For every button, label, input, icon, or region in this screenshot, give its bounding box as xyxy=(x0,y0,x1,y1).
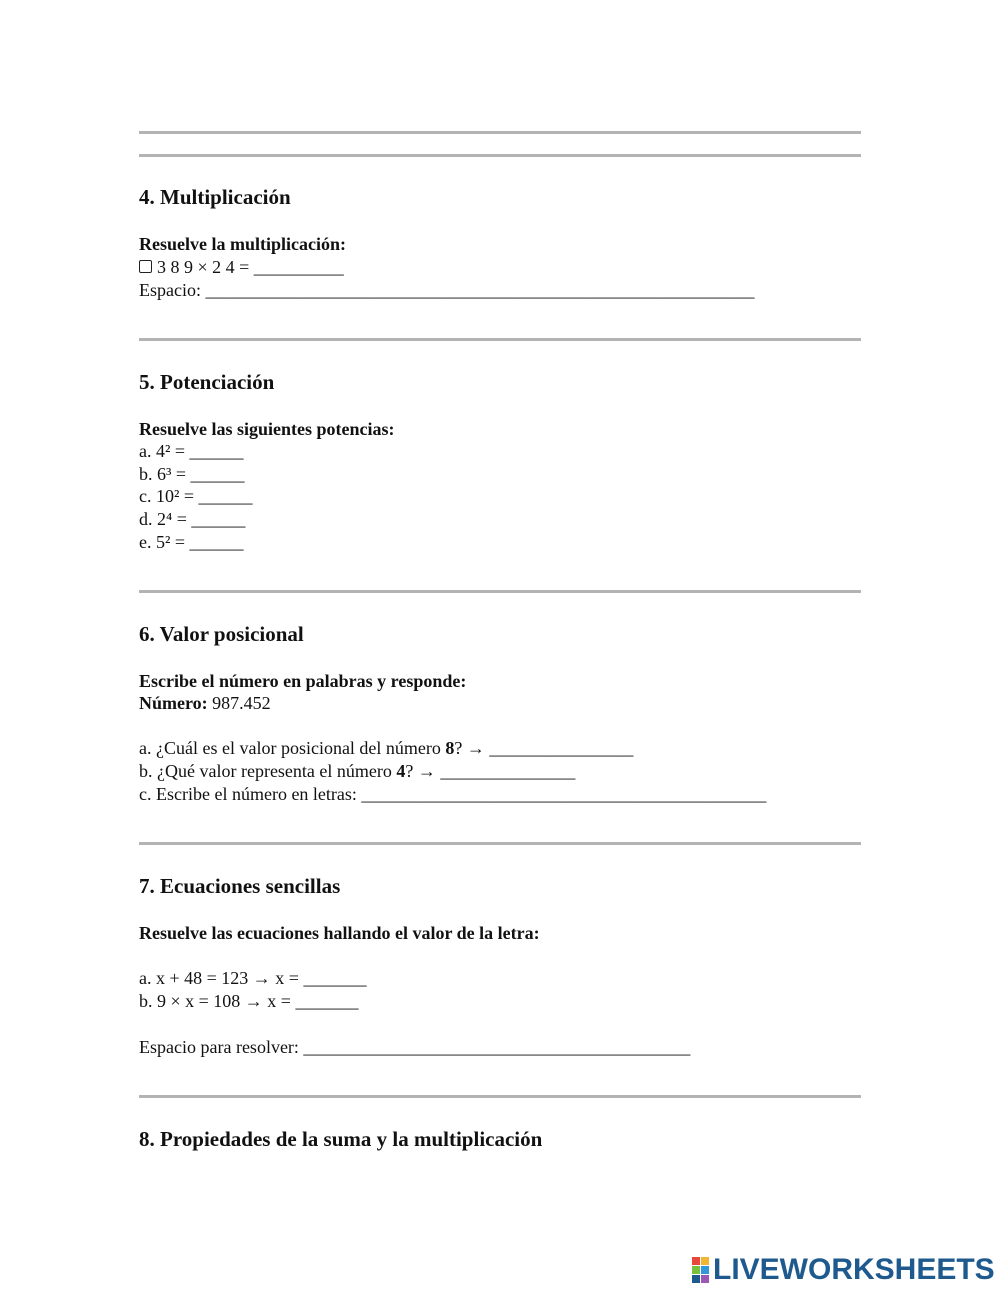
question-a-text: a. ¿Cuál es el valor posicional del número xyxy=(139,738,446,758)
section-7-title: 7. Ecuaciones sencillas xyxy=(139,874,341,898)
section-8-title: 8. Propiedades de la suma y la multiplicación xyxy=(139,1127,543,1151)
question-c[interactable]: c. Escribe el número en letras: _____________________________________________ xyxy=(139,784,767,804)
section-5-title: 5. Potenciación xyxy=(139,370,275,394)
section-6-instruction: Escribe el número en palabras y responde: xyxy=(139,671,467,691)
section-4-problem xyxy=(139,258,344,276)
divider xyxy=(139,154,861,157)
liveworksheets-logo[interactable] xyxy=(692,1253,995,1286)
logo-tile xyxy=(701,1275,709,1283)
section-4-title: 4. Multiplicación xyxy=(139,185,291,209)
logo-mark-icon xyxy=(692,1257,709,1283)
question-b-blank[interactable]: ? → _______________ xyxy=(405,761,576,781)
power-item[interactable]: c. 10² = ______ xyxy=(139,486,253,506)
equation-item[interactable]: a. x + 48 = 123 → x = _______ xyxy=(139,968,367,988)
section-7-instruction: Resuelve las ecuaciones hallando el valor de la letra: xyxy=(139,923,540,943)
equation-item[interactable]: b. 9 × x = 108 → x = _______ xyxy=(139,991,359,1011)
power-item[interactable]: b. 6³ = ______ xyxy=(139,464,245,484)
section-4-space[interactable]: Espacio: _____________________________________________________________ xyxy=(139,280,755,300)
divider xyxy=(139,338,861,341)
question-a-blank[interactable]: ? → ________________ xyxy=(454,738,634,758)
power-item[interactable]: d. 2⁴ = ______ xyxy=(139,509,246,529)
question-b-number: 4 xyxy=(396,761,406,781)
logo-tile xyxy=(692,1275,700,1283)
question-a-number: 8 xyxy=(445,738,455,758)
divider xyxy=(139,842,861,845)
question-b[interactable] xyxy=(139,762,575,780)
number-line xyxy=(139,694,271,712)
multiplication-problem[interactable]: 3 8 9 × 2 4 = __________ xyxy=(157,257,344,277)
checkbox-icon[interactable] xyxy=(139,260,152,273)
logo-text: LIVEWORKSHEETS xyxy=(713,1253,995,1286)
section-6-title: 6. Valor posicional xyxy=(139,622,304,646)
question-b-text: b. ¿Qué valor representa el número xyxy=(139,761,397,781)
divider xyxy=(139,1095,861,1098)
section-7-space[interactable]: Espacio para resolver: ___________________________________________ xyxy=(139,1037,691,1057)
power-item[interactable]: a. 4² = ______ xyxy=(139,441,244,461)
question-a[interactable] xyxy=(139,739,633,757)
logo-tile xyxy=(692,1257,700,1265)
logo-tile xyxy=(701,1257,709,1265)
divider xyxy=(139,590,861,593)
section-4-instruction: Resuelve la multiplicación: xyxy=(139,234,346,254)
section-5-instruction: Resuelve las siguientes potencias: xyxy=(139,419,395,439)
number-value: 987.452 xyxy=(207,693,271,713)
power-item[interactable]: e. 5² = ______ xyxy=(139,532,244,552)
logo-tile xyxy=(692,1266,700,1274)
divider xyxy=(139,131,861,134)
logo-tile xyxy=(701,1266,709,1274)
number-label: Número: xyxy=(139,693,208,713)
